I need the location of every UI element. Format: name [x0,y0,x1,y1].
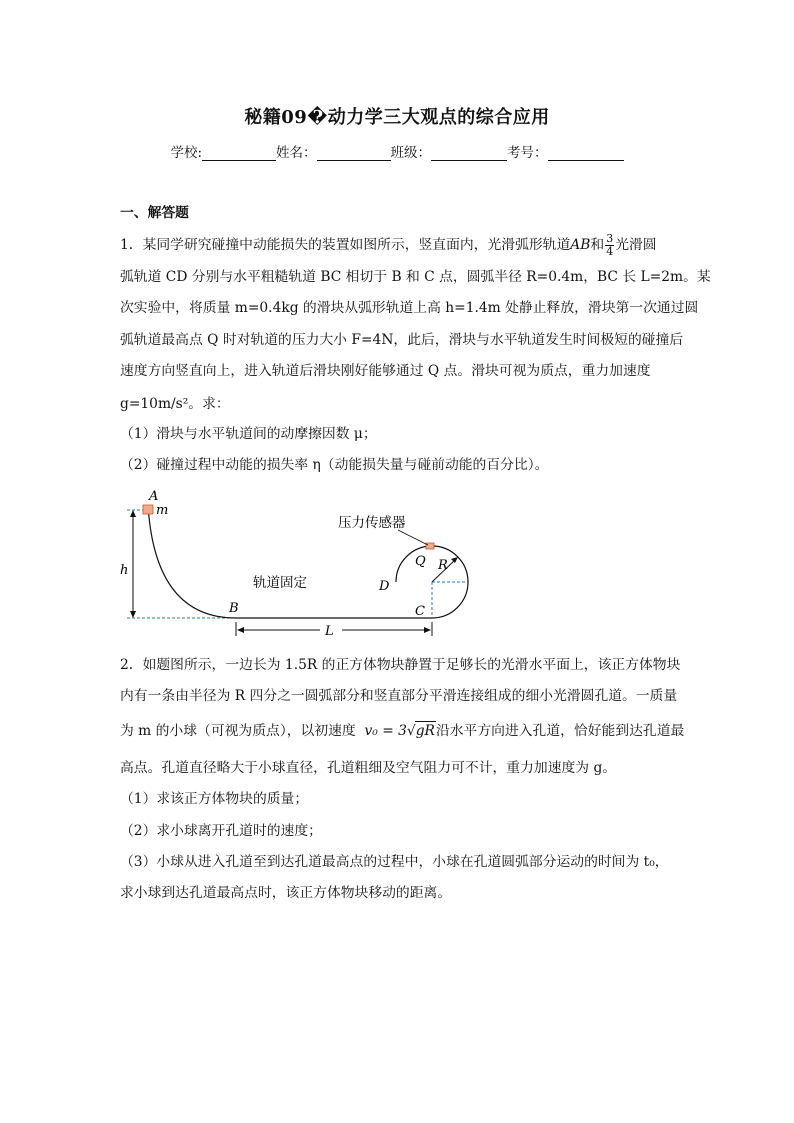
label-c: C [415,604,425,619]
q2-text-3b: 沿水平方向进入孔道，恰好能到达孔道最 [435,723,685,739]
q1-line-3: 次实验中，将质量 m=0.4kg 的滑块从弧形轨道上高 h=1.4m 处静止释放，滑块第一次通过圆 [120,300,699,316]
q1-text-1d: 光滑圆 [615,237,657,253]
student-info-line [0,141,794,161]
pressure-sensor [426,543,434,549]
school-label: 学校: [170,145,203,161]
fraction-denominator: 4 [606,245,614,258]
sensor-pointer-line [398,530,428,545]
school-blank [202,146,276,161]
q1-line-6: g=10m/s²。求： [120,396,230,412]
q2-line-1: 2．如题图所示，一边长为 1.5R 的正方体物块静置于足够长的光滑水平面上，该正方体物块 [120,657,681,673]
q2-text-3a: 为 m 的小球（可视为质点），以初速度 [120,723,356,739]
q1-line-5: 速度方向竖直向上，进入轨道后滑块刚好能够通过 Q 点。滑块可视为质点，重力加速度 [120,363,651,379]
track-diagram [118,484,488,644]
number-blank [548,146,624,161]
curved-track-ab [148,505,236,618]
sqrt-symbol: √ [406,723,416,739]
label-b: B [229,601,239,616]
height-arrow-top-head [130,510,136,517]
q1-text-1a: 1．某同学研究碰撞中动能损失的装置如图所示，竖直面内，光滑弧形轨道 [120,237,571,253]
label-l: L [325,624,334,639]
q2-sub-3b: 求小球到达孔道最高点时，该正方体物块移动的距离。 [120,885,452,901]
sqrt-radicand: gR [415,723,435,739]
q1-text-ab: AB [570,237,591,253]
name-blank [317,146,391,161]
label-h: h [120,563,129,578]
name-label: 姓名： [276,145,317,161]
q2-sub-1: （1）求该正方体物块的质量； [120,791,309,807]
label-m: m [156,503,169,518]
l-arrow-left-head [237,627,244,633]
class-label: 班级： [390,145,432,161]
q2-line-3 [120,721,685,740]
initial-velocity-formula: v₀ = 3 [364,723,407,739]
q1-line-4: 弧轨道最高点 Q 时对轨道的压力大小 F=4N，此后，滑块与水平轨道发生时间极短的碰撞后 [120,332,684,348]
q1-line-2: 弧轨道 CD 分别与水平粗糙轨道 BC 相切于 B 和 C 点，圆弧半径 R=0.4m，BC 长 L=2m。某 [120,269,711,285]
l-arrow-right-head [424,627,431,633]
q2-line-2: 内有一条由半径为 R 四分之一圆弧部分和竖直部分平滑连接组成的细小光滑圆孔道。一质量 [120,688,678,704]
height-arrow-bottom-head [130,611,136,618]
q1-sub-2: （2）碰撞过程中动能的损失率 η（动能损失量与碰前动能的百分比）。 [120,457,549,473]
fraction-numerator: 3 [606,232,614,245]
page-title: 秘籍09�动力学三大观点的综合应用 [244,107,550,128]
q1-text-and: 和 [590,237,605,253]
label-r: R [438,558,448,573]
label-sensor: 压力传感器 [338,515,406,531]
q2-sub-3: （3）小球从进入孔道至到达孔道最高点的过程中，小球在孔道圆弧部分运动的时间为 t₀， [120,854,669,870]
q2-sub-2: （2）求小球离开孔道时的速度； [120,823,322,839]
slider-block [143,505,153,514]
class-blank [431,146,507,161]
number-label: 考号： [507,145,548,161]
section-heading: 一、解答题 [120,205,189,221]
q2-line-4: 高点。孔道直径略大于小球直径，孔道粗细及空气阻力可不计，重力加速度为 g。 [120,760,617,776]
label-q: Q [415,554,426,569]
label-a: A [149,489,159,504]
radius-arrow-head [451,557,458,563]
q1-line-1 [120,233,680,258]
label-track-fixed: 轨道固定 [253,575,307,591]
label-d: D [379,579,390,594]
fraction-three-quarters [605,233,614,258]
q1-sub-1: （1）滑块与水平轨道间的动摩擦因数 μ； [120,426,377,442]
